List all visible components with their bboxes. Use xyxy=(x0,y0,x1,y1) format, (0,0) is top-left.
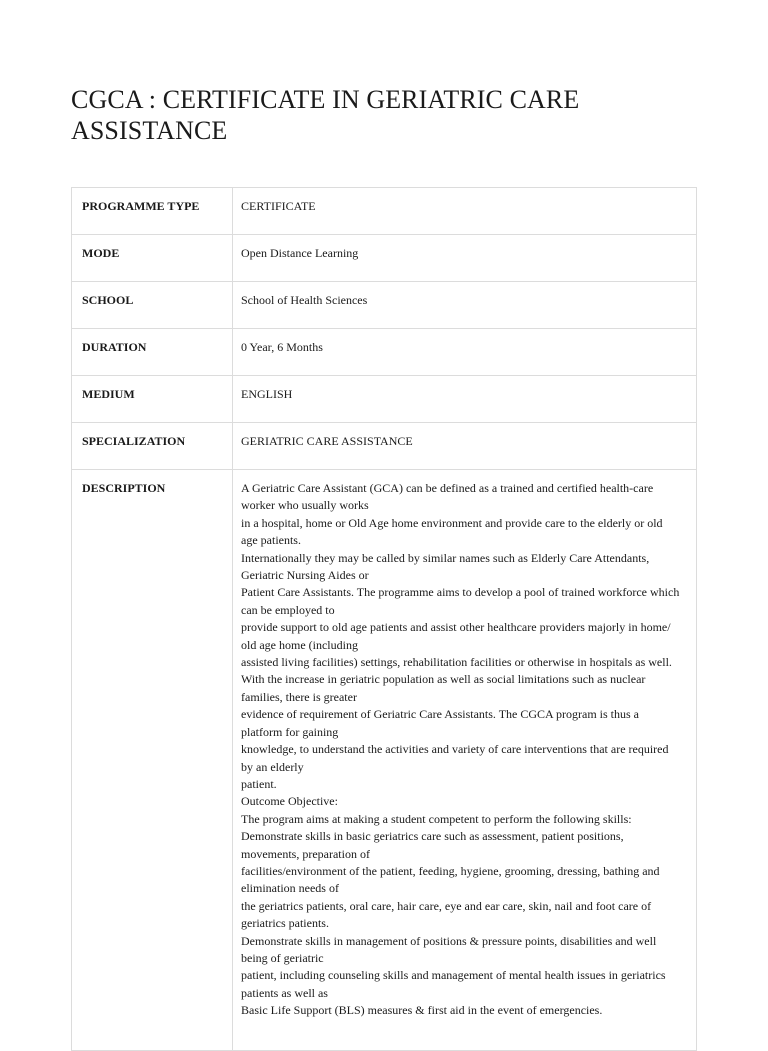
row-label: PROGRAMME TYPE xyxy=(72,188,233,235)
table-row-specialization xyxy=(72,423,697,470)
page-title-line-2: ASSISTANCE xyxy=(71,116,228,145)
table-row-mode xyxy=(72,235,697,282)
description-line: provide support to old age patients and assist other healthcare providers majorly in home/ old age home (including xyxy=(241,620,671,652)
description-line: in a hospital, home or Old Age home environment and provide care to the elderly or old age patients. xyxy=(241,515,663,548)
description-line: A Geriatric Care Assistant (GCA) can be defined as a trained and certified health-care worker who usually works xyxy=(241,481,654,513)
table-row-programme-type xyxy=(72,188,697,235)
table-row-duration xyxy=(72,329,697,376)
description-line: patient. xyxy=(241,776,277,791)
row-value: Open Distance Learning xyxy=(233,235,697,282)
outcome-objective-heading: Outcome Objective: xyxy=(241,794,338,809)
description-line: assisted living facilities) settings, rehabilitation facilities or otherwise in hospitals as well. xyxy=(241,655,672,670)
description-line: evidence of requirement of Geriatric Care Assistants. The CGCA program is thus a platform for gaining xyxy=(241,707,640,739)
description-line: facilities/environment of the patient, feeding, hygiene, grooming, dressing, bathing and elimination needs of xyxy=(241,863,660,896)
page-title-line-1: CGCA : CERTIFICATE IN GERIATRIC CARE xyxy=(71,85,580,114)
description-text xyxy=(233,470,697,1051)
description-line: Internationally they may be called by similar names such as Elderly Care Attendants, Geriatric Nursing Aides or xyxy=(241,550,650,583)
description-line: knowledge, to understand the activities and variety of care interventions that are required by an elderly xyxy=(241,742,669,774)
table-row-medium xyxy=(72,376,697,423)
skill-bullet-item: Demonstrate skills in management of positions & pressure points, disabilities and well being of geriatric xyxy=(241,933,657,965)
description-line: the geriatrics patients, oral care, hair care, eye and ear care, skin, nail and foot care of geriatrics patients. xyxy=(241,898,652,931)
description-line: patient, including counseling skills and management of mental health issues in geriatrics patients as well as xyxy=(241,968,666,1000)
row-label: MODE xyxy=(72,235,233,282)
row-label: SPECIALIZATION xyxy=(72,423,233,470)
description-line: The program aims at making a student competent to perform the following skills: xyxy=(241,811,632,826)
description-line: Basic Life Support (BLS) measures & first aid in the event of emergencies. xyxy=(241,1003,603,1018)
table-row-school xyxy=(72,282,697,329)
row-label: DESCRIPTION xyxy=(72,470,233,1051)
row-value: 0 Year, 6 Months xyxy=(233,329,697,376)
page-title xyxy=(71,84,671,146)
description-line: Patient Care Assistants. The programme aims to develop a pool of trained workforce which can be employed to xyxy=(241,585,680,617)
row-label: SCHOOL xyxy=(72,282,233,329)
row-label: DURATION xyxy=(72,329,233,376)
row-label: MEDIUM xyxy=(72,376,233,423)
description-line: With the increase in geriatric population as well as social limitations such as nuclear families, there is greater xyxy=(241,672,646,704)
skill-bullet-item: Demonstrate skills in basic geriatrics care such as assessment, patient positions, movements, preparation of xyxy=(241,829,624,861)
table-row-description xyxy=(72,470,697,1051)
programme-info-table xyxy=(71,187,697,1051)
row-value: GERIATRIC CARE ASSISTANCE xyxy=(233,423,697,470)
row-value: ENGLISH xyxy=(233,376,697,423)
row-value: School of Health Sciences xyxy=(233,282,697,329)
row-value: CERTIFICATE xyxy=(233,188,697,235)
